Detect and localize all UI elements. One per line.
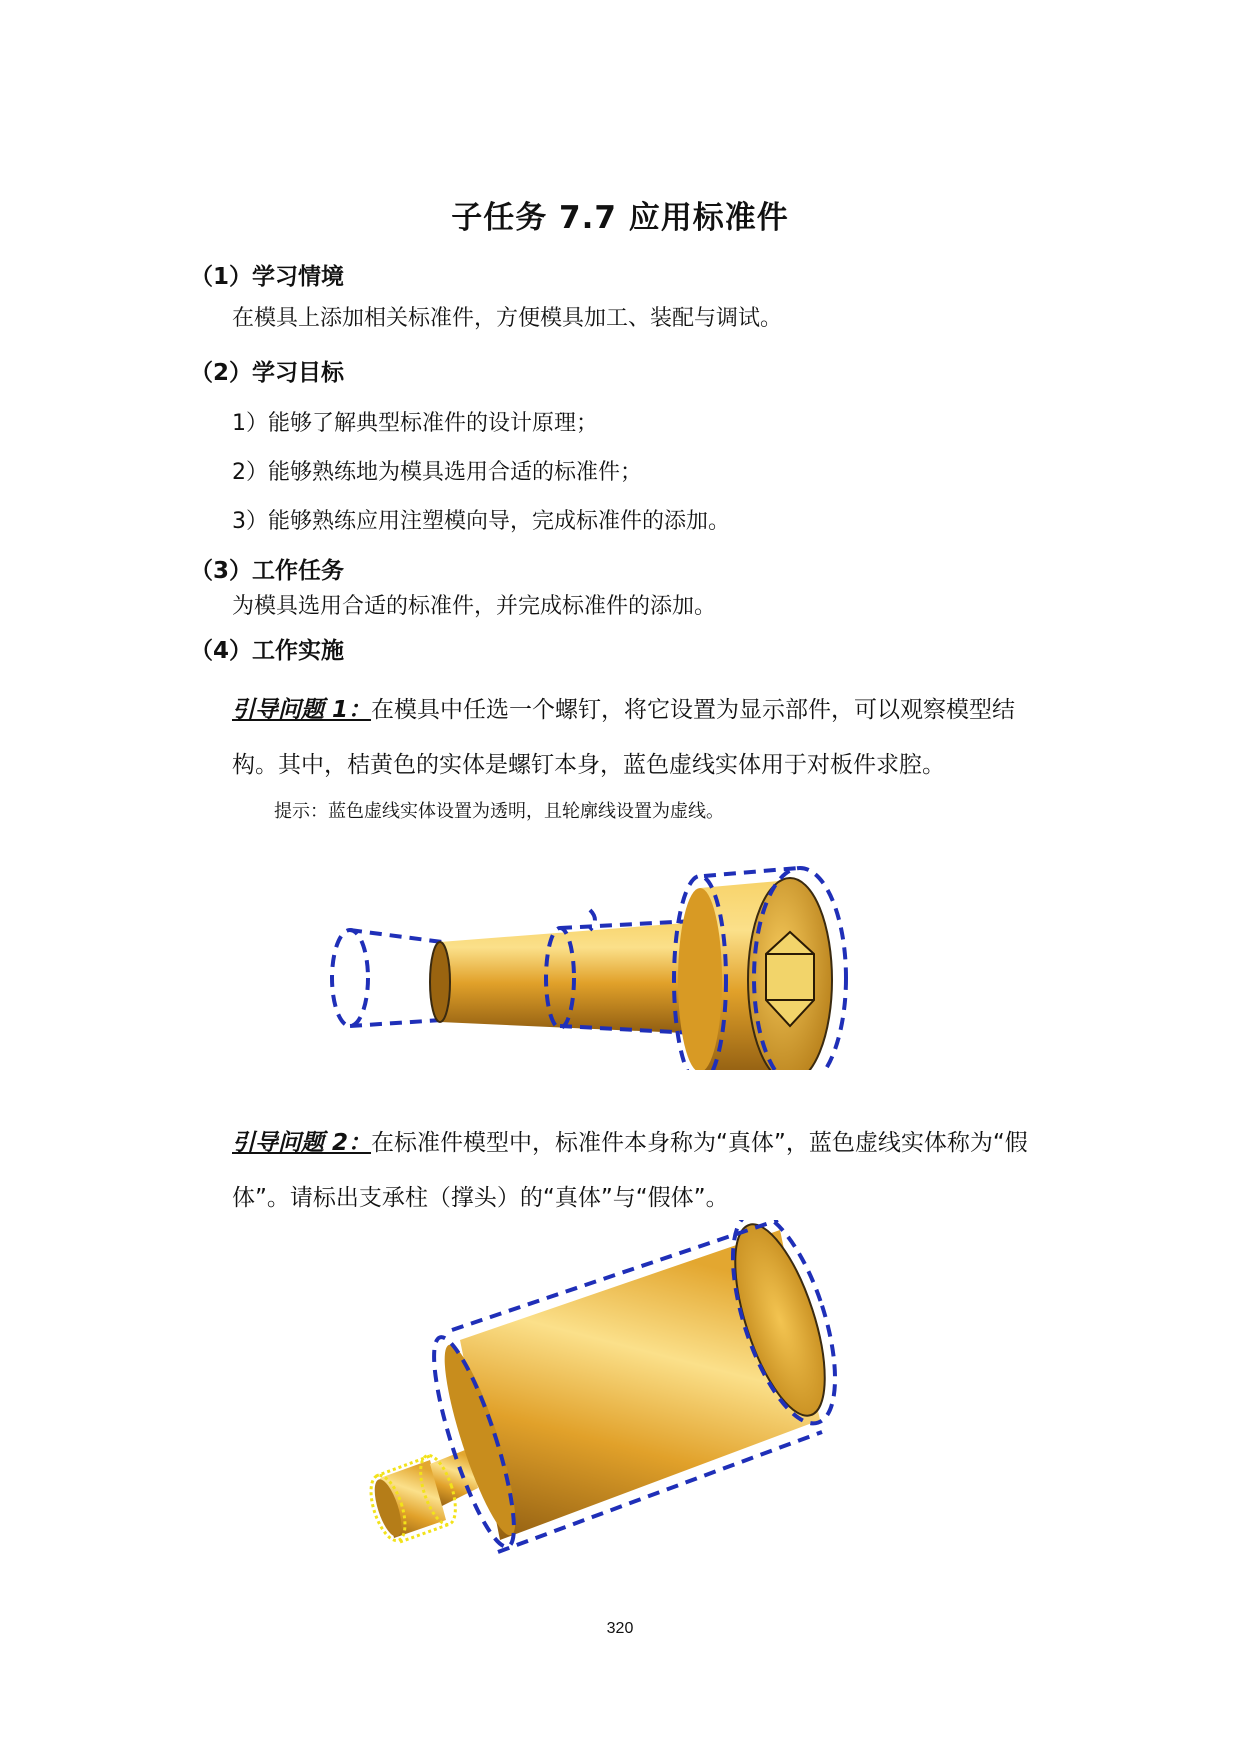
pillar-pin: [369, 1448, 478, 1540]
section-heading-3: （3）工作任务: [190, 558, 345, 584]
section-heading-1: （1）学习情境: [190, 264, 345, 290]
guide-question-2-text: 在标准件模型中，标准件本身称为“真体”，蓝色虚线实体称为“假体”。请标出支承柱（撑头）的“真体”与“假体”。: [232, 1130, 1028, 1211]
page-title: 子任务 7.7 应用标准件: [451, 200, 789, 236]
section-heading-4: （4）工作实施: [190, 638, 345, 664]
screw-head: [678, 878, 832, 1070]
page-number: 320: [606, 1620, 634, 1637]
section-text-1: 在模具上添加相关标准件，方便模具加工、装配与调试。: [232, 306, 783, 331]
objective-item-3: 3）能够熟练应用注塑模向导，完成标准件的添加。: [232, 509, 730, 534]
guide-question-1-text: 在模具中任选一个螺钉，将它设置为显示部件，可以观察模型结构。其中，桔黄色的实体是螺钉本身，蓝色虚线实体用于对板件求腔。: [232, 697, 1016, 778]
hint-text: 提示：蓝色虚线实体设置为透明，且轮廓线设置为虚线。: [274, 801, 724, 822]
guide-question-1: [232, 683, 1060, 793]
section-text-3: 为模具选用合适的标准件，并完成标准件的添加。: [232, 594, 717, 619]
screw-figure: [320, 850, 960, 1070]
guide-question-1-label: 引导问题 1：: [232, 697, 372, 723]
section-heading-2: （2）学习目标: [190, 360, 345, 386]
support-pillar-figure: [360, 1220, 920, 1560]
guide-question-2-label: 引导问题 2：: [232, 1130, 372, 1156]
pillar-body: [432, 1220, 843, 1541]
screw-dashed-tip: [332, 930, 442, 1026]
objective-item-1: 1）能够了解典型标准件的设计原理；: [232, 411, 598, 436]
guide-question-2: [232, 1116, 1060, 1226]
objective-item-2: 2）能够熟练地为模具选用合适的标准件；: [232, 460, 642, 485]
